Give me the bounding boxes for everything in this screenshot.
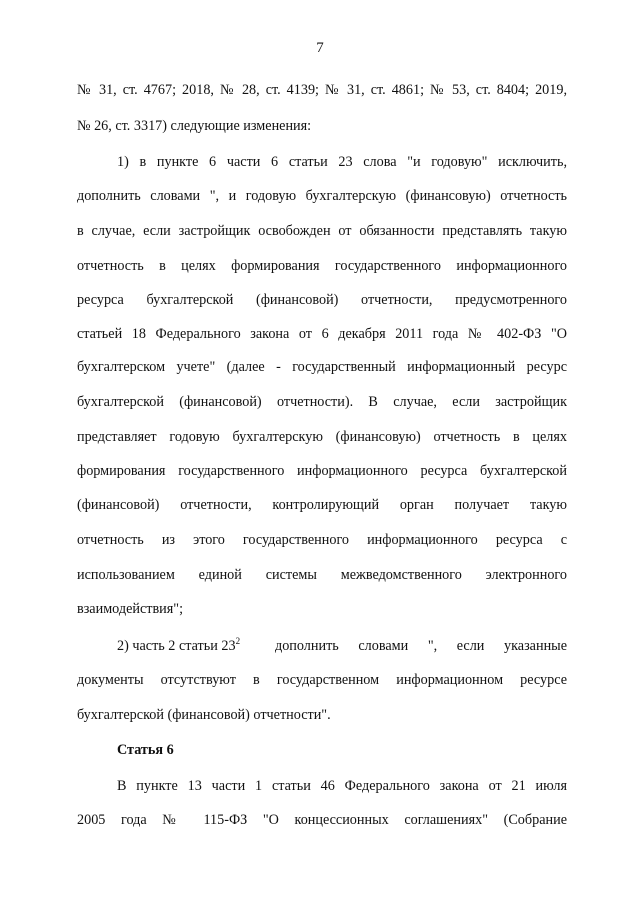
text-line: отчетность в целях формирования государственного информационного — [77, 258, 567, 274]
text-line: 1) в пункте 6 части 6 статьи 23 слова "и годовую" исключить, — [117, 154, 567, 170]
text-line: использованием единой системы межведомственного электронного — [77, 567, 567, 583]
text-line: бухгалтерском учете" (далее - государственный информационный ресурс — [77, 359, 567, 375]
text-segment: 2) часть 2 статьи 23 — [117, 638, 236, 654]
text-line: (финансовой) отчетности, контролирующий орган получает такую — [77, 497, 567, 513]
text-line-segment: дополнить словами ", если указанные — [275, 638, 567, 654]
text-line: статьей 18 Федерального закона от 6 декабря 2011 года № 402-ФЗ "О — [77, 326, 567, 342]
text-line: взаимодействия"; — [77, 601, 184, 617]
text-line: бухгалтерской (финансовой) отчетности". — [77, 707, 331, 723]
text-line-segment — [117, 637, 277, 655]
superscript: 2 — [235, 636, 241, 646]
text-line: ресурса бухгалтерской (финансовой) отчетности, предусмотренного — [77, 292, 567, 308]
text-line: документы отсутствуют в государственном информационном ресурсе — [77, 672, 567, 688]
text-line: В пункте 13 части 1 статьи 46 Федерального закона от 21 июля — [117, 778, 567, 794]
text-line: 2005 года № 115-ФЗ "О концессионных соглашениях" (Собрание — [77, 812, 567, 828]
text-line: представляет годовую бухгалтерскую (финансовую) отчетность в целях — [77, 429, 567, 445]
section-heading: Статья 6 — [117, 742, 174, 758]
text-line: формирования государственного информационного ресурса бухгалтерской — [77, 463, 567, 479]
text-line: № 26, ст. 3317) следующие изменения: — [77, 118, 312, 134]
text-line: отчетность из этого государственного информационного ресурса с — [77, 532, 567, 548]
text-line: бухгалтерской (финансовой) отчетности). В случае, если застройщик — [77, 394, 567, 410]
text-line: в случае, если застройщик освобожден от обязанности представлять такую — [77, 223, 567, 239]
text-line: дополнить словами ", и годовую бухгалтерскую (финансовую) отчетность — [77, 188, 567, 204]
text-line: № 31, ст. 4767; 2018, № 28, ст. 4139; № 31, ст. 4861; № 53, ст. 8404; 2019, — [77, 82, 567, 98]
page-number: 7 — [316, 40, 324, 56]
